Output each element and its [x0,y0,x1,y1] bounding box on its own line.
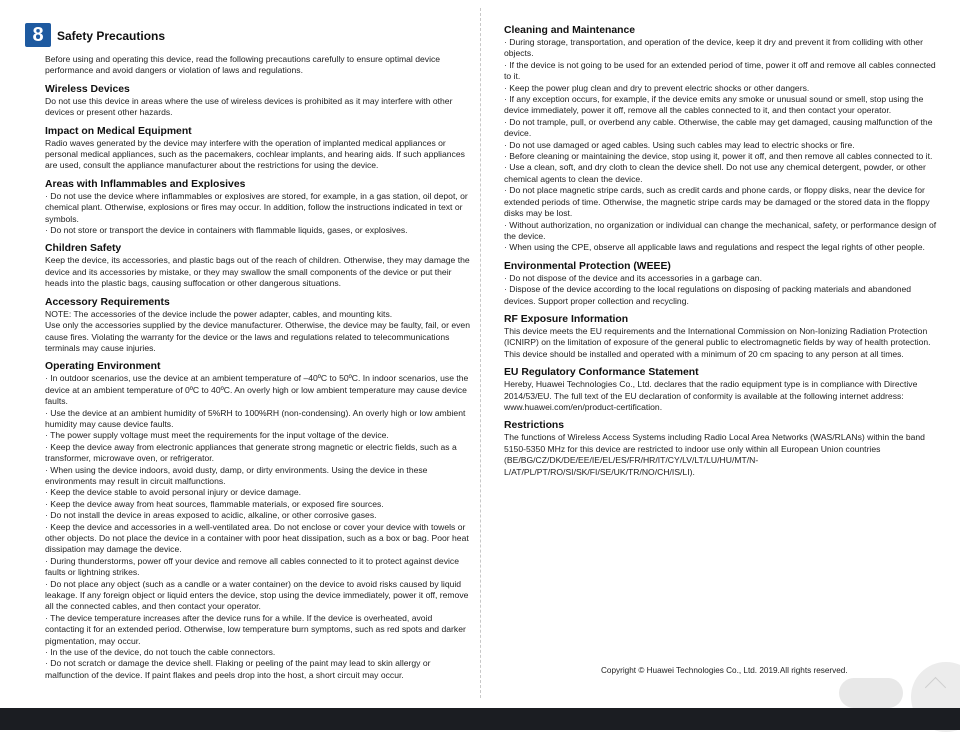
intro-paragraph: Before using and operating this device, read the following precautions carefully to ensure optimal device performance and avoid dangers or violation of laws and regulations. [45,54,441,76]
column-divider [480,8,481,698]
section-heading: Operating Environment [45,361,161,373]
body-text: · Keep the device away from heat sources, flammable materials, or exposed fire sources. [45,498,384,509]
body-text: · Do not place any object (such as a candle or a water container) on the device to avoid risks caused by liquid leakage. If any foreign object or liquid enters the device, stop using the device immediately, power it off, remove all the connected cables, and then contact your operator. [45,578,469,612]
body-text: · If the device is not going to be used for an extended period of time, power it off and remove all cables connected to it. [504,59,936,82]
body-text: · Do not dispose of the device and its accessories in a garbage can. [504,272,762,283]
section-heading: Restrictions [504,420,565,432]
body-text: The functions of Wireless Access Systems including Radio Local Area Networks (WAS/RLANs) within the band 5150-5350 MHz for this device are restricted to indoor use only within all European Union countries (BE/BG/CZ/DK/DE/EE/IE/EL/ES/FR/HR/IT/CY/LV/LT/LU/HU/MT/N-L/AT/PL/PT/RO/SI/SK/FI/SE/UK/TR/NO/CH/IS/LI). [504,432,925,477]
body-text: · Keep the device and accessories in a well-ventilated area. Do not enclose or cover your device with towels or other objects. Do not place the device in a container with poor heat dissipation, such as a box or bag. Poor heat dissipation may damage the device. [45,521,469,555]
body-text: · Do not place magnetic stripe cards, such as credit cards and phone cards, or floppy disks, near the device for extended periods of time. Otherwise, the magnetic stripe cards may be damaged or the stored data in the floppy disks may be lost. [504,185,930,219]
body-text: · Do not scratch or damage the device shell. Flaking or peeling of the paint may lead to skin allergy or malfunction of the device. If paint flakes and peels drop into the host, a short circuit may occur. [45,658,431,680]
right-column [504,24,938,478]
section-heading: Areas with Inflammables and Explosives [45,178,246,190]
body-text: Radio waves generated by the device may interfere with the operation of implanted medical appliances or personal medical appliances, such as the pacemakers, cochlear implants, and hearing aids. If such appliances are used, consult the appliance manufacturer about the restrictions for using the device. [45,137,465,171]
body-text: · Do not store or transport the device in containers with flammable liquids, gases, or explosives. [45,225,408,236]
section-heading: Environmental Protection (WEEE) [504,260,671,272]
body-text: · In the use of the device, do not touch the cable connectors. [45,647,276,658]
body-text: NOTE: The accessories of the device include the power adapter, cables, and mounting kits. [45,308,393,319]
viewer-footer-bar [0,708,960,730]
body-text: · Before cleaning or maintaining the device, stop using it, power it off, and then remove all cables connected to it. [504,151,933,162]
body-text: This device meets the EU requirements and the International Commission on Non-Ionizing Radiation Protection (ICNIRP) on the limitation of exposure of the general public to electromagnetic fields by way of health protection. This device should be installed and operated with a minimum of 20 cm spacing to any person at all times. [504,325,931,359]
left-column [45,54,470,681]
body-text: · Without authorization, no organization or individual can change the mechanical, safety, or performance design of the device. [504,219,937,241]
copyright-text: Copyright © Huawei Technologies Co., Ltd. 2019.All rights reserved. [601,666,848,675]
body-text: · If any exception occurs, for example, if the device emits any smoke or unusual sound or smell, stop using the device immediately, power it off, remove all the cables connected to it, and then contact your operator. [504,94,924,116]
section-heading: Wireless Devices [45,83,130,95]
body-text: Do not use this device in areas where the use of wireless devices is prohibited as it may interfere with other devices or present other hazards. [45,95,453,118]
section-heading: Impact on Medical Equipment [45,125,192,137]
body-text: · Do not use the device where inflammables or explosives are stored, for example, in a gas station, oil depot, or chemical plant. Otherwise, explosions or fires may occur. In addition, follow the instructions indicated in text or symbols. [45,190,468,224]
body-text: · Do not install the device in areas exposed to acidic, alkaline, or other corrosive gases. [45,510,377,521]
body-text: · Dispose of the device according to the local regulations on disposing of packing materials and abandoned devices. Support proper collection and recycling. [504,284,912,306]
section-number-badge: 8 [25,23,51,47]
body-text: Keep the device, its accessories, and plastic bags out of the reach of children. Otherwise, they may damage the device and its accessories by mistake, or they may swallow the small components of the device or put their heads into the plastic bags, causing suffocation or other dangerous situations. [45,255,470,289]
body-text: · When using the CPE, observe all applicable laws and regulations and respect the legal rights of other people. [504,242,925,253]
body-text: · In outdoor scenarios, use the device at an ambient temperature of –40ºC to 50ºC. In indoor scenarios, use the device at an ambient temperature of 0ºC to 40ºC. An overly high or low ambient temperature may cause device faults. [45,373,469,407]
body-text: · Use a clean, soft, and dry cloth to clean the device shell. Do not use any chemical detergent, powder, or other chemical agents to clean the device. [504,162,926,184]
body-text: · During storage, transportation, and operation of the device, keep it dry and prevent it from colliding with other objects. [504,37,923,59]
section-heading: RF Exposure Information [504,313,629,325]
section-heading: EU Regulatory Conformance Statement [504,367,699,379]
body-text: · When using the device indoors, avoid dusty, damp, or dirty environments. Using the device in these environments may result in circuit malfunctions. [45,464,428,486]
section-heading: Accessory Requirements [45,296,170,308]
section-title: Safety Precautions [57,29,166,43]
body-text: Hereby, Huawei Technologies Co., Ltd. declares that the radio equipment type is in compliance with Directive 2014/53/EU. The full text of the EU declaration of conformity is available at the following internet address: www.huawei.com/en/product-certification. [504,379,918,412]
section-heading: Children Safety [45,243,122,255]
body-text: · Keep the device away from electronic appliances that generate strong magnetic or electric fields, such as a transformer, microwave oven, or refrigerator. [45,441,457,464]
body-text: · Use the device at an ambient humidity of 5%RH to 100%RH (non-condensing). An overly high or low ambient humidity may cause device faults. [45,407,466,429]
section-heading: Cleaning and Maintenance [504,25,636,36]
body-text: · Keep the device stable to avoid personal injury or device damage. [45,487,302,498]
body-text: · Do not use damaged or aged cables. Using such cables may lead to electric shocks or fire. [504,139,855,150]
body-text: · During thunderstorms, power off your device and remove all cables connected to it to protect against device faults or lightning strikes. [45,555,459,578]
body-text: · Do not trample, pull, or overbend any cable. Otherwise, the cable may get damaged, causing malfunction of the device. [504,116,933,139]
page-scroll-pill[interactable] [839,678,903,708]
body-text: · Keep the power plug clean and dry to prevent electric shocks or other dangers. [504,82,810,93]
body-text: Use only the accessories supplied by the device manufacturer. Otherwise, the device may be faulty, fail, or even cause fires. Violating the warranty for the device or the laws and regulations related to telecommunications terminals may cause injuries. [45,320,470,353]
body-text: · The power supply voltage must meet the requirements for the input voltage of the device. [45,430,389,441]
body-text: · The device temperature increases after the device runs for a while. If the device is overheated, avoid contacting it for an extended period. Otherwise, low temperature burn symptoms, such as red spots and darker pigmentation, may occur. [45,612,466,646]
